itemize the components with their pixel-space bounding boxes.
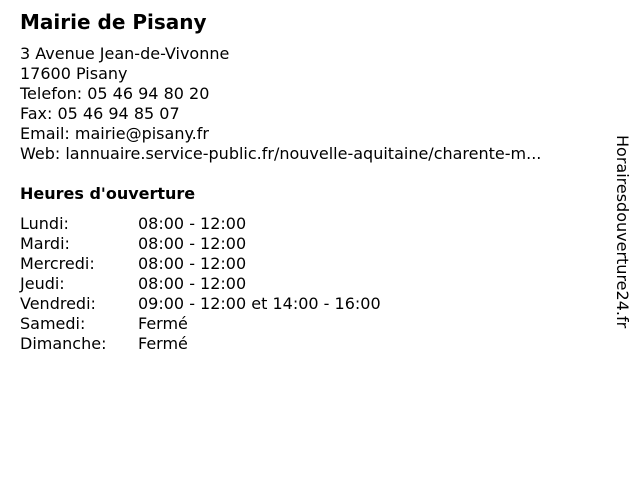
- hours-heading: Heures d'ouverture: [20, 184, 196, 203]
- hours-row-saturday: [20, 314, 580, 334]
- day-label: Samedi:: [20, 314, 86, 333]
- day-label: Mercredi:: [20, 254, 95, 273]
- hours-row-friday: [20, 294, 580, 314]
- hours-row-wednesday: [20, 254, 580, 274]
- time-value: Fermé: [138, 314, 188, 333]
- day-label: Jeudi:: [20, 274, 65, 293]
- day-label: Vendredi:: [20, 294, 96, 313]
- hours-row-sunday: [20, 334, 580, 354]
- time-value: 08:00 - 12:00: [138, 214, 247, 233]
- opening-hours-list: [20, 214, 580, 354]
- hours-row-monday: [20, 214, 580, 234]
- time-value: 08:00 - 12:00: [138, 274, 247, 293]
- page-title: Mairie de Pisany: [20, 10, 207, 34]
- email-address: Email: mairie@pisany.fr: [20, 124, 209, 143]
- time-value: 08:00 - 12:00: [138, 254, 247, 273]
- time-value: Fermé: [138, 334, 188, 353]
- time-value: 08:00 - 12:00: [138, 234, 247, 253]
- address-street: 3 Avenue Jean-de-Vivonne: [20, 44, 230, 63]
- time-value: 09:00 - 12:00 et 14:00 - 16:00: [138, 294, 381, 313]
- site-watermark: Horairesdouverture24.fr: [613, 135, 632, 329]
- website-link: Web: lannuaire.service-public.fr/nouvelle-aquitaine/charente-m...: [20, 144, 542, 163]
- hours-row-tuesday: [20, 234, 580, 254]
- hours-row-thursday: [20, 274, 580, 294]
- fax-number: Fax: 05 46 94 85 07: [20, 104, 180, 123]
- address-city: 17600 Pisany: [20, 64, 128, 83]
- contact-block: [20, 44, 541, 164]
- day-label: Dimanche:: [20, 334, 107, 353]
- day-label: Mardi:: [20, 234, 70, 253]
- phone-number: Telefon: 05 46 94 80 20: [20, 84, 210, 103]
- day-label: Lundi:: [20, 214, 69, 233]
